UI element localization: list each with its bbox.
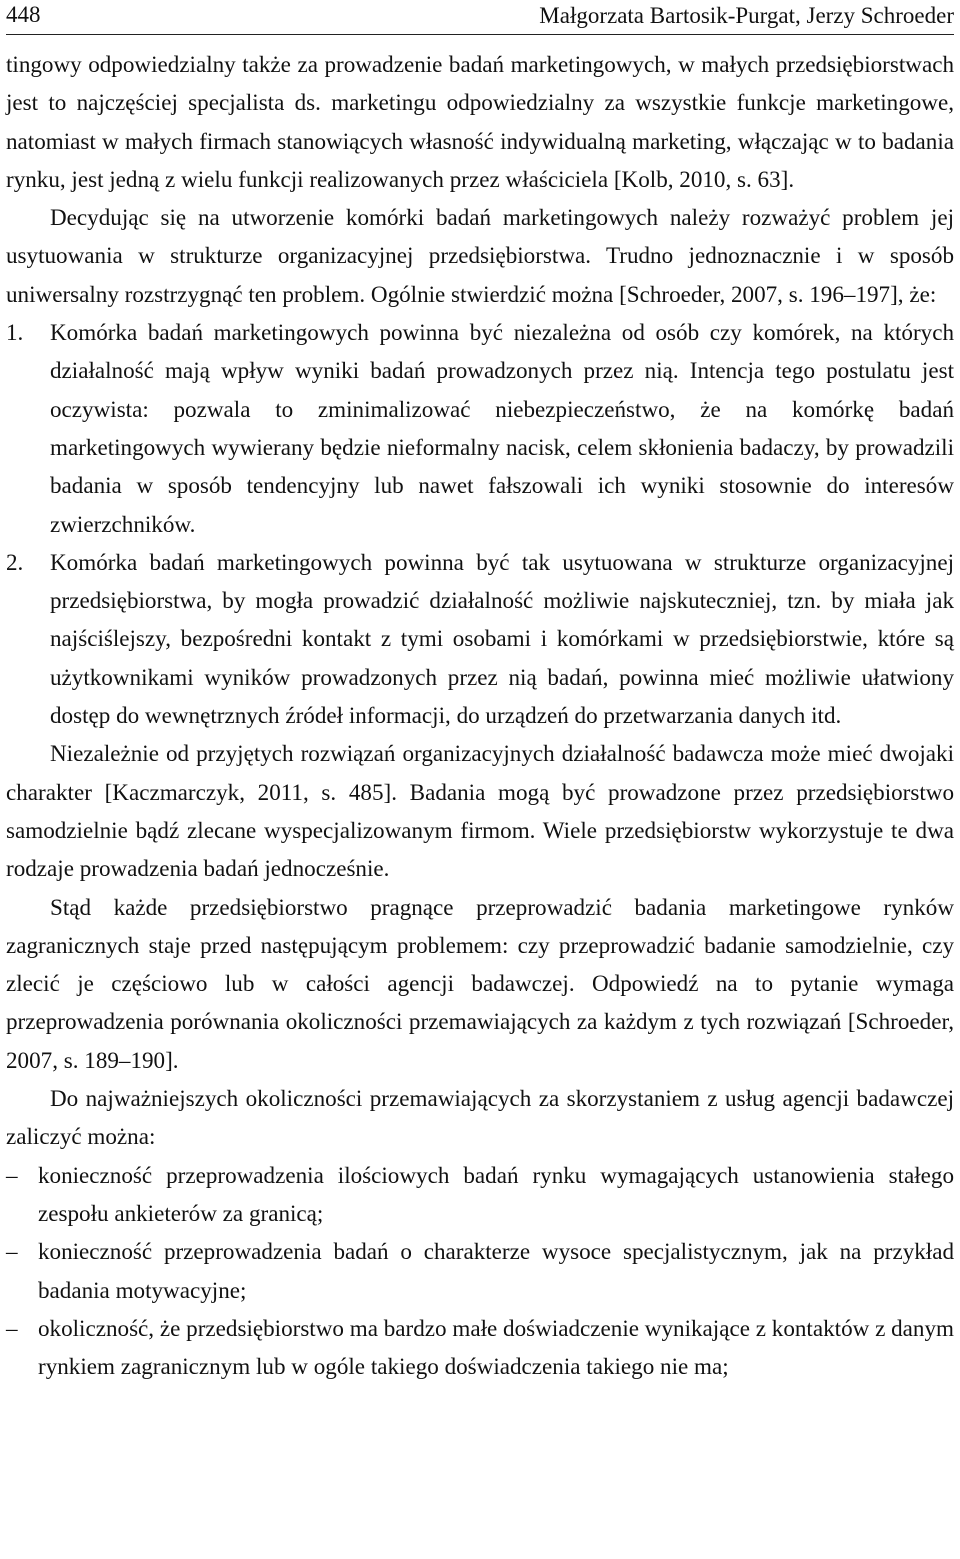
paragraph-department-placement: Decydując się na utworzenie komórki badań marketingowych należy rozważyć problem jej usytuowania w strukturze organizacyjnej przedsiębiorstwa. Trudno jednoznacznie i w sposób uniwersalny rozstrzygnąć ten problem. Ogólnie stwierdzić można [Schroeder, 2007, s. 196–197], że: <box>6 204 954 307</box>
dash-marker: – <box>6 1161 18 1188</box>
dash-list-item <box>6 1232 954 1309</box>
list-number: 2. <box>6 548 24 575</box>
dash-list-text: konieczność przeprowadzenia badań o charakterze wysoce specjalistycznym, jak na przykład badania motywacyjne; <box>38 1238 954 1303</box>
paragraph-research-character: Niezależnie od przyjętych rozwiązań organizacyjnych działalność badawcza może mieć dwojaki charakter [Kaczmarczyk, 2011, s. 485]. Badania mogą być prowadzone przez przedsiębiorstwo samodzielnie bądź zlecane wyspecjalizowanym firmom. Wiele przedsiębiorstw wykorzystuje te dwa rodzaje prowadzenia badań jednocześnie. <box>6 740 954 882</box>
dash-list-text: konieczność przeprowadzenia ilościowych badań rynku wymagających ustanowienia stałego zespołu ankieterów za granicą; <box>38 1161 954 1226</box>
running-head-authors: Małgorzata Bartosik-Purgat, Jerzy Schroeder <box>539 3 954 28</box>
running-header <box>6 0 954 35</box>
dash-list-item <box>6 1156 954 1233</box>
dash-list-item <box>6 1309 954 1386</box>
paragraph-agency-circumstances: Do najważniejszych okoliczności przemawiających za skorzystaniem z usług agencji badawczej zaliczyć można: <box>6 1085 954 1150</box>
book-page <box>6 0 954 1559</box>
numbered-list-item <box>6 543 954 734</box>
dash-marker: – <box>6 1238 18 1265</box>
page-number: 448 <box>6 2 41 27</box>
list-item-text: Komórka badań marketingowych powinna być niezależna od osób czy komórek, na których działalność mają wpływ wyniki badań prowadzonych przez nią. Intencja tego postulatu jest oczywista: pozwala to zminimalizować niebezpieczeństwo, że na komórkę badań marketingowych wywierany będzie nieformalny nacisk, celem skłonienia badaczy, by prowadzili badania w sposób tendencyjny lub nawet fałszowali ich wyniki stosownie do interesów zwierzchników. <box>50 319 954 537</box>
dash-list-text: okoliczność, że przedsiębiorstwo ma bardzo małe doświadczenie wynikające z kontaktów z danym rynkiem zagranicznym lub w ogóle takiego doświadczenia takiego nie ma; <box>38 1314 954 1380</box>
dash-marker: – <box>6 1314 18 1341</box>
list-item-text: Komórka badań marketingowych powinna być tak usytuowana w strukturze organizacyjnej przedsiębiorstwa, by mogła prowadzić działalność możliwie najskuteczniej, tzn. by miała jak najściślejszy, bezpośredni kontakt z tymi osobami i komórkami w przedsiębiorstwie, które są użytkownikami wyników prowadzonych przez nią badań, powinna mieć możliwie ułatwiony dostęp do wewnętrznych źródeł informacji, do urządzeń do przetwarzania danych itd. <box>50 548 954 729</box>
list-number: 1. <box>6 319 24 346</box>
main-text <box>6 45 954 1385</box>
numbered-list-item <box>6 313 954 543</box>
paragraph-research-choice: Stąd każde przedsiębiorstwo pragnące przeprowadzić badania marketingowe rynków zagranicznych staje przed następującym problemem: czy przeprowadzić badanie samodzielnie, czy zlecić je częściowo lub w całości agencji badawczej. Odpowiedź na to pytanie wymaga przeprowadzenia porównania okoliczności przemawiających za każdym z tych rozwiązań [Schroeder, 2007, s. 189–190]. <box>6 893 954 1073</box>
paragraph-continuation: tingowy odpowiedzialny także za prowadzenie badań marketingowych, w małych przedsiębiorstwach jest to najczęściej specjalista ds. marketingu odpowiedzialny za wszystkie funkcje marketingowe, natomiast w małych firmach stanowiących własność indywidualną marketing, włączając w to badania rynku, jest jedną z wielu funkcji realizowanych przez właściciela [Kolb, 2010, s. 63]. <box>6 51 954 192</box>
